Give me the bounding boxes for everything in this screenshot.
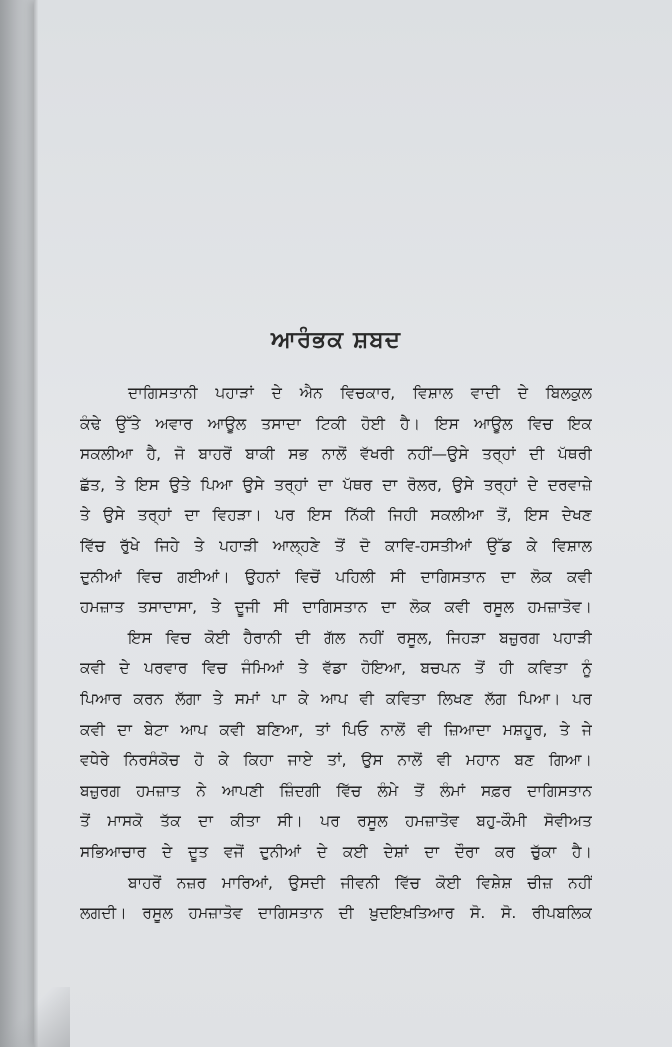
text-line: ਕੰਢੇ ਉੱਤੇ ਅਵਾਰ ਆਊਲ ਤਸਾਦਾ ਟਿਕੀ ਹੋਈ ਹੈ। ਇਸ ਆਊਲ ਵਿਚ ਇਕ	[80, 414, 592, 433]
text-line: ਇਸ ਵਿਚ ਕੋਈ ਹੈਰਾਨੀ ਦੀ ਗੱਲ ਨਹੀਂ ਰਸੂਲ, ਜਿਹੜਾ ਬਜ਼ੁਰਗ ਪਹਾੜੀ	[128, 628, 592, 647]
text-line: ਵਿੱਚ ਰੁੱਖੇ ਜਿਹੇ ਤੇ ਪਹਾੜੀ ਆਲ੍ਹਣੇ ਤੋਂ ਦੋ ਕਾਵਿ-ਹਸਤੀਆਂ ਉੱਡ ਕੇ ਵਿਸ਼ਾਲ	[80, 536, 592, 555]
text-line: ਬਾਹਰੋਂ ਨਜ਼ਰ ਮਾਰਿਆਂ, ਉਸਦੀ ਜੀਵਨੀ ਵਿੱਚ ਕੋਈ ਵਿਸ਼ੇਸ਼ ਚੀਜ਼ ਨਹੀਂ	[128, 873, 592, 892]
text-line: ਦੁਨੀਆਂ ਵਿਚ ਗਈਆਂ। ਉਹਨਾਂ ਵਿਚੋਂ ਪਹਿਲੀ ਸੀ ਦਾਗਿਸਤਾਨ ਦਾ ਲੋਕ ਕਵੀ	[80, 567, 592, 586]
text-line: ਪਿਆਰ ਕਰਨ ਲੱਗਾ ਤੇ ਸਮਾਂ ਪਾ ਕੇ ਆਪ ਵੀ ਕਵਿਤਾ ਲਿਖਣ ਲੱਗ ਪਿਆ। ਪਰ	[80, 689, 592, 708]
text-line: ਹਮਜ਼ਾਤ ਤਸਾਦਾਸਾ, ਤੇ ਦੂਜੀ ਸੀ ਦਾਗਿਸਤਾਨ ਦਾ ਲੋਕ ਕਵੀ ਰਸੂਲ ਹਮਜ਼ਾਤੋਵ।	[80, 598, 592, 617]
text-line: ਕਵੀ ਦੇ ਪਰਵਾਰ ਵਿਚ ਜੰਮਿਆਂ ਤੇ ਵੱਡਾ ਹੋਇਆ, ਬਚਪਨ ਤੋਂ ਹੀ ਕਵਿਤਾ ਨੂੰ	[80, 659, 592, 678]
chapter-title: ਆਰੰਭਕ ਸ਼ਬਦ	[271, 327, 401, 353]
text-line: ਸਕਲੀਆ ਹੈ, ਜੋ ਬਾਹਰੋਂ ਬਾਕੀ ਸਭ ਨਾਲੋਂ ਵੱਖਰੀ ਨਹੀਂ—ਉਸੇ ਤਰ੍ਹਾਂ ਦੀ ਪੱਥਰੀ	[80, 445, 592, 464]
body-text	[80, 378, 592, 929]
text-line: ਛੱਤ, ਤੇ ਇਸ ਉਤੇ ਪਿਆ ਉਸੇ ਤਰ੍ਹਾਂ ਦਾ ਪੱਥਰ ਦਾ ਰੋਲਰ, ਉਸੇ ਤਰ੍ਹਾਂ ਦੇ ਦਰਵਾਜ਼ੇ	[80, 475, 592, 494]
text-line: ਤੇ ਉਸੇ ਤਰ੍ਹਾਂ ਦਾ ਵਿਹੜਾ। ਪਰ ਇਸ ਨਿੱਕੀ ਜਿਹੀ ਸਕਲੀਆ ਤੋਂ, ਇਸ ਦੇਖਣ	[80, 506, 592, 525]
page-edge	[34, 0, 38, 1047]
page-corner-shadow	[0, 987, 70, 1047]
text-line: ਲਗਦੀ। ਰਸੂਲ ਹਮਜ਼ਾਤੋਵ ਦਾਗਿਸਤਾਨ ਦੀ ਖ਼ੁਦਇਖ਼ਤਿਆਰ ਸੋ. ਸੋ. ਰੀਪਬਲਿਕ	[80, 904, 592, 923]
text-line: ਤੋਂ ਮਾਸਕੋ ਤੱਕ ਦਾ ਕੀਤਾ ਸੀ। ਪਰ ਰਸੂਲ ਹਮਜ਼ਾਤੋਵ ਬਹੁ-ਕੌਮੀ ਸੋਵੀਅਤ	[80, 812, 592, 831]
text-line: ਬਜ਼ੁਰਗ ਹਮਜ਼ਾਤ ਨੇ ਆਪਣੀ ਜ਼ਿੰਦਗੀ ਵਿੱਚ ਲੰਮੇ ਤੋਂ ਲੰਮਾਂ ਸਫ਼ਰ ਦਾਗਿਸਤਾਨ	[80, 781, 592, 800]
text-line: ਦਾਗਿਸਤਾਨੀ ਪਹਾੜਾਂ ਦੇ ਐਨ ਵਿਚਕਾਰ, ਵਿਸ਼ਾਲ ਵਾਦੀ ਦੇ ਬਿਲਕੁਲ	[128, 384, 592, 402]
text-line: ਸਭਿਆਚਾਰ ਦੇ ਦੂਤ ਵਜੋਂ ਦੁਨੀਆਂ ਦੇ ਕਈ ਦੇਸ਼ਾਂ ਦਾ ਦੌਰਾ ਕਰ ਚੁੱਕਾ ਹੈ।	[80, 842, 592, 861]
text-line: ਵਧੇਰੇ ਨਿਰਸੰਕੋਚ ਹੋ ਕੇ ਕਿਹਾ ਜਾਏ ਤਾਂ, ਉਸ ਨਾਲੋਂ ਵੀ ਮਹਾਨ ਬਣ ਗਿਆ।	[80, 751, 592, 770]
text-line: ਕਵੀ ਦਾ ਬੇਟਾ ਆਪ ਕਵੀ ਬਣਿਆ, ਤਾਂ ਪਿਓ ਨਾਲੋਂ ਵੀ ਜ਼ਿਆਦਾ ਮਸ਼ਹੂਰ, ਤੇ ਜੇ	[80, 720, 592, 739]
